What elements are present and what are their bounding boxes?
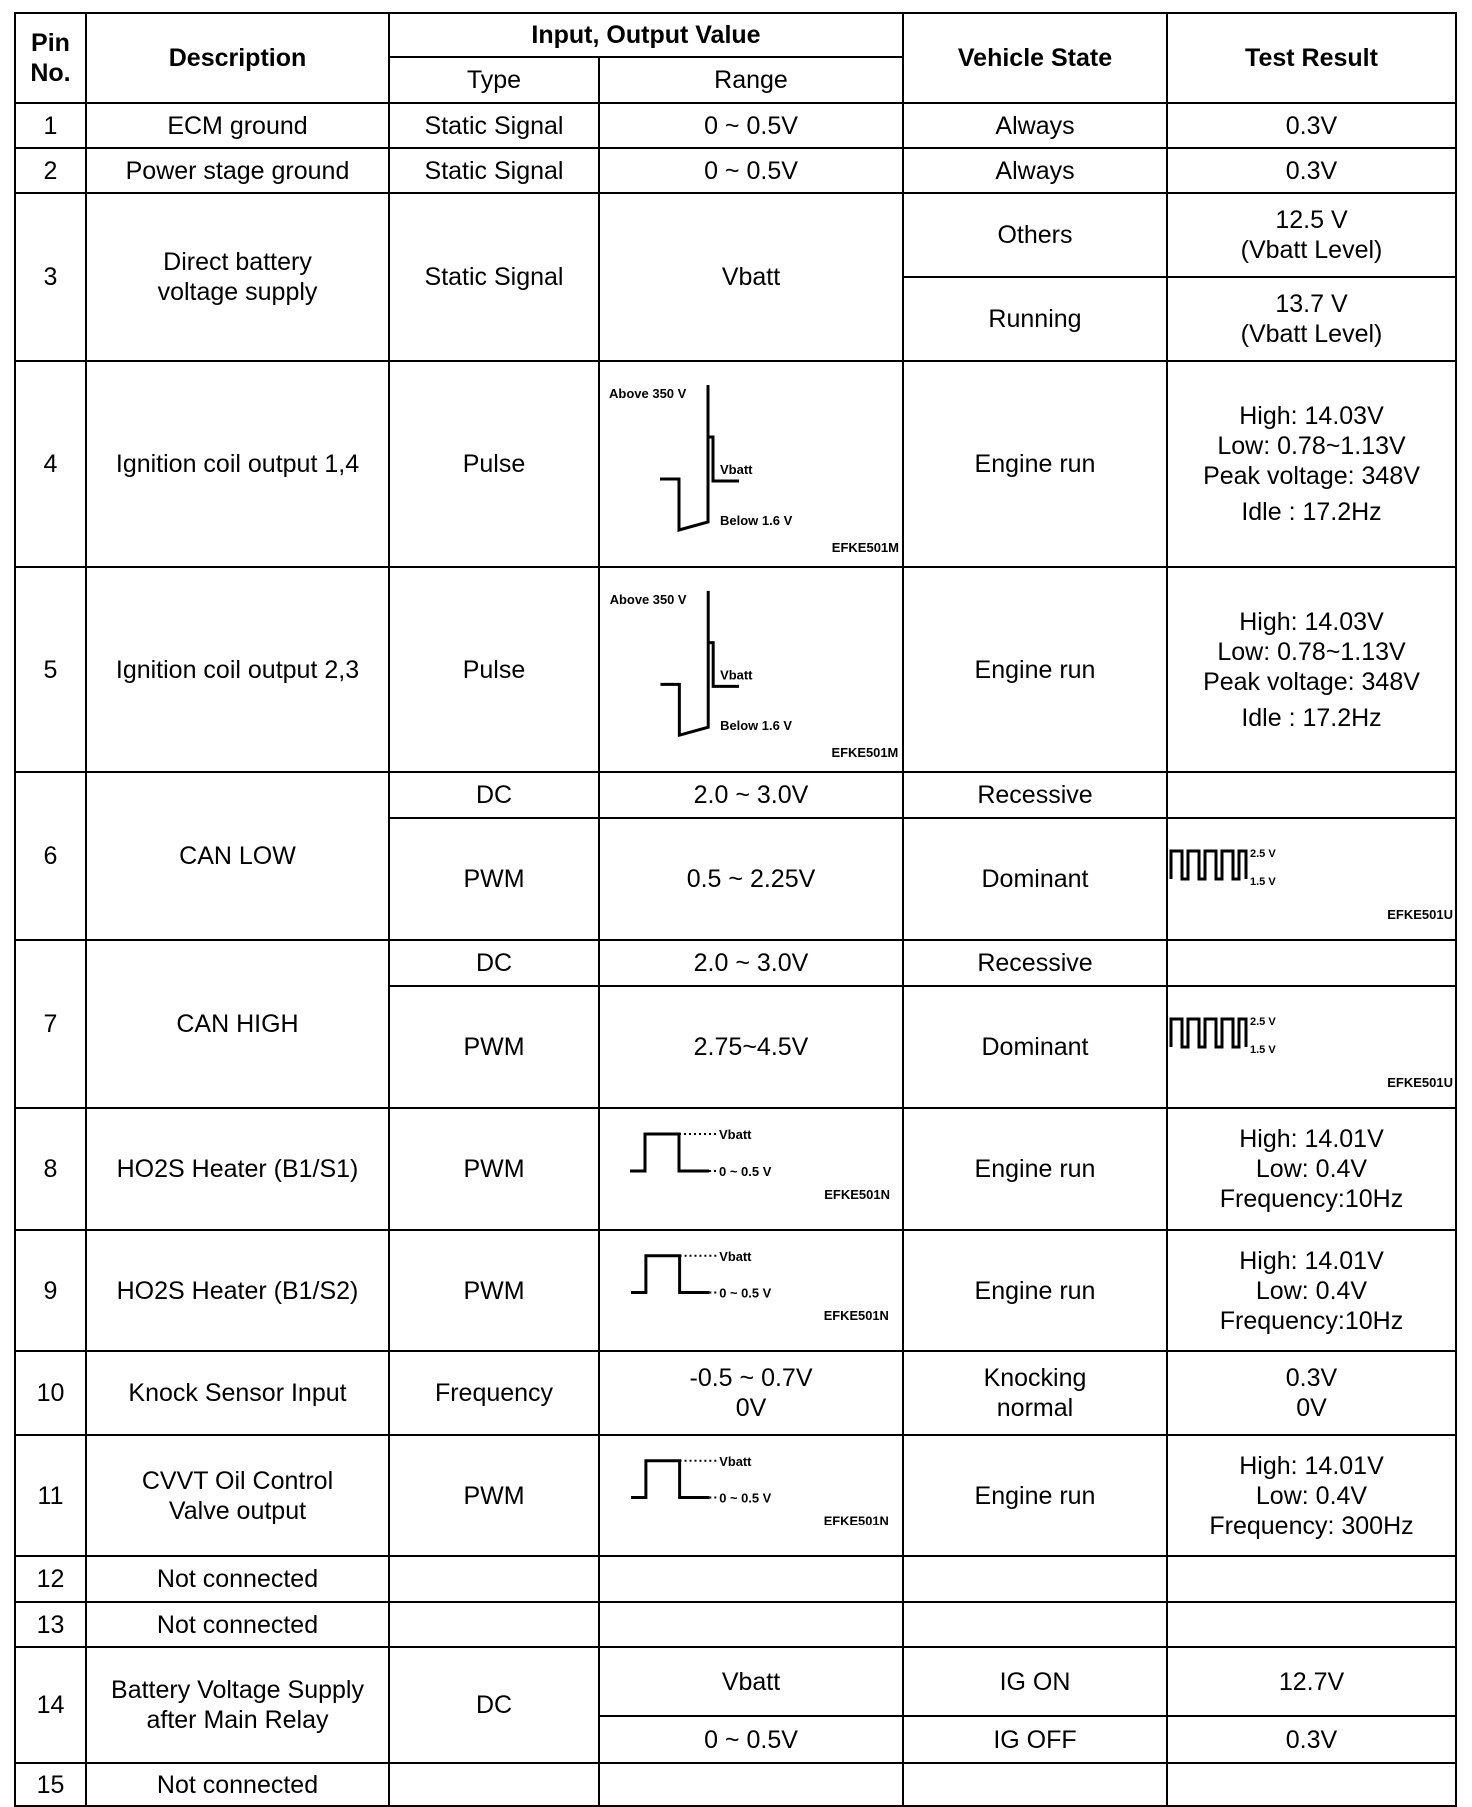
result: 12.7V xyxy=(1167,1647,1456,1716)
header-state: Vehicle State xyxy=(903,13,1167,103)
state: Dominant xyxy=(903,818,1167,940)
state: Engine run xyxy=(903,567,1167,772)
description: Knock Sensor Input xyxy=(86,1351,389,1435)
result: High: 14.03V Low: 0.78~1.13V Peak voltage: 348V Idle : 17.2Hz xyxy=(1167,361,1456,567)
state: IG OFF xyxy=(903,1716,1167,1763)
result: High: 14.01V Low: 0.4V Frequency:10Hz xyxy=(1167,1108,1456,1230)
description: HO2S Heater (B1/S1) xyxy=(86,1108,389,1230)
table-row xyxy=(15,1556,1456,1602)
result-line: (Vbatt Level) xyxy=(1240,320,1383,348)
table-row xyxy=(15,567,1456,772)
table-row xyxy=(15,772,1456,818)
svg-text:EFKE501N: EFKE501N xyxy=(824,1187,890,1202)
pin: 3 xyxy=(15,193,86,361)
state: Always xyxy=(903,103,1167,148)
description: HO2S Heater (B1/S2) xyxy=(86,1230,389,1351)
svg-text:Above 350 V: Above 350 V xyxy=(609,591,687,607)
svg-text:Vbatt: Vbatt xyxy=(719,1453,752,1469)
table-row xyxy=(15,148,1456,193)
can-waveform xyxy=(1167,818,1456,940)
result xyxy=(1167,940,1456,986)
ignition-waveform-graphic xyxy=(600,362,904,566)
svg-text:Above 350 V: Above 350 V xyxy=(609,386,687,401)
svg-text:EFKE501N: EFKE501N xyxy=(823,1308,889,1324)
pin: 1 xyxy=(15,103,86,148)
result-line: (Vbatt Level) xyxy=(1240,236,1383,264)
range: -0.5 ~ 0.7V 0V xyxy=(599,1351,903,1435)
result-line: 12.5 V xyxy=(1275,206,1348,234)
pin: 14 xyxy=(15,1647,86,1763)
result xyxy=(1167,277,1456,361)
state: Recessive xyxy=(903,772,1167,818)
header-io: Input, Output Value xyxy=(389,13,903,57)
type: Static Signal xyxy=(389,193,599,361)
state: Engine run xyxy=(903,1435,1167,1556)
result: High: 14.03V Low: 0.78~1.13V Peak voltage: 348V Idle : 17.2Hz xyxy=(1167,567,1456,772)
svg-text:2.5 V: 2.5 V xyxy=(1250,848,1276,860)
description: CVVT Oil Control Valve output xyxy=(86,1435,389,1556)
svg-text:0 ~ 0.5 V: 0 ~ 0.5 V xyxy=(719,1490,772,1506)
type: DC xyxy=(389,940,599,986)
state: IG ON xyxy=(903,1647,1167,1716)
svg-text:1.5 V: 1.5 V xyxy=(1250,1044,1276,1056)
range: 0 ~ 0.5V xyxy=(599,103,903,148)
description: Battery Voltage Supply after Main Relay xyxy=(86,1647,389,1763)
type: DC xyxy=(389,772,599,818)
table-row xyxy=(15,1763,1456,1806)
type: PWM xyxy=(389,818,599,940)
pin: 9 xyxy=(15,1230,86,1351)
state: Engine run xyxy=(903,361,1167,567)
pin: 6 xyxy=(15,772,86,940)
result: 0.3V xyxy=(1167,103,1456,148)
pin: 7 xyxy=(15,940,86,1108)
description: Not connected xyxy=(86,1602,389,1647)
svg-text:EFKE501U: EFKE501U xyxy=(1387,1075,1453,1090)
svg-text:Below 1.6 V: Below 1.6 V xyxy=(720,718,792,734)
description: CAN LOW xyxy=(86,772,389,940)
header-pin: Pin No. xyxy=(15,13,86,103)
pwm-waveform-graphic xyxy=(600,1109,904,1229)
pin: 8 xyxy=(15,1108,86,1230)
header-type: Type xyxy=(389,57,599,103)
can-waveform-graphic xyxy=(1168,987,1457,1107)
description: Power stage ground xyxy=(86,148,389,193)
svg-text:EFKE501M: EFKE501M xyxy=(831,745,899,761)
type: PWM xyxy=(389,1435,599,1556)
state: Recessive xyxy=(903,940,1167,986)
pwm-waveform-graphic xyxy=(600,1231,904,1350)
pin: 10 xyxy=(15,1351,86,1435)
header-range: Range xyxy=(599,57,903,103)
svg-text:Vbatt: Vbatt xyxy=(720,667,753,683)
can-waveform xyxy=(1167,986,1456,1108)
result: 0.3V xyxy=(1167,1716,1456,1763)
pwm-waveform-graphic xyxy=(600,1436,904,1555)
state: Knocking normal xyxy=(903,1351,1167,1435)
result: High: 14.01V Low: 0.4V Frequency:10Hz xyxy=(1167,1230,1456,1351)
type: PWM xyxy=(389,1108,599,1230)
range: Vbatt xyxy=(599,1647,903,1716)
type: Static Signal xyxy=(389,103,599,148)
type: Static Signal xyxy=(389,148,599,193)
result-line: 13.7 V xyxy=(1275,290,1348,318)
pin: 15 xyxy=(15,1763,86,1806)
table-row xyxy=(15,1108,1456,1230)
table-row xyxy=(15,1602,1456,1647)
description: Not connected xyxy=(86,1763,389,1806)
svg-text:0 ~ 0.5 V: 0 ~ 0.5 V xyxy=(719,1285,772,1301)
svg-text:EFKE501N: EFKE501N xyxy=(823,1513,889,1529)
header-description: Description xyxy=(86,13,389,103)
pin-table xyxy=(14,12,1457,1807)
state: Others xyxy=(903,193,1167,277)
state: Running xyxy=(903,277,1167,361)
table-row xyxy=(15,193,1456,277)
ignition-waveform-graphic xyxy=(600,568,904,771)
result: High: 14.01V Low: 0.4V Frequency: 300Hz xyxy=(1167,1435,1456,1556)
svg-text:Vbatt: Vbatt xyxy=(720,462,753,477)
header-result: Test Result xyxy=(1167,13,1456,103)
state: Always xyxy=(903,148,1167,193)
type: Frequency xyxy=(389,1351,599,1435)
svg-text:Below 1.6 V: Below 1.6 V xyxy=(720,513,793,528)
type: PWM xyxy=(389,1230,599,1351)
pin: 13 xyxy=(15,1602,86,1647)
description: Not connected xyxy=(86,1556,389,1602)
table-row xyxy=(15,940,1456,986)
pwm-waveform xyxy=(599,1230,903,1351)
ignition-waveform xyxy=(599,361,903,567)
pin: 12 xyxy=(15,1556,86,1602)
description: Ignition coil output 2,3 xyxy=(86,567,389,772)
table-row xyxy=(15,103,1456,148)
state: Engine run xyxy=(903,1230,1167,1351)
pin: 11 xyxy=(15,1435,86,1556)
table-row xyxy=(15,1435,1456,1556)
result xyxy=(1167,772,1456,818)
svg-text:2.5 V: 2.5 V xyxy=(1250,1016,1276,1028)
svg-text:EFKE501U: EFKE501U xyxy=(1387,907,1453,922)
pwm-waveform xyxy=(599,1108,903,1230)
result: 0.3V 0V xyxy=(1167,1351,1456,1435)
state: Dominant xyxy=(903,986,1167,1108)
range: 0 ~ 0.5V xyxy=(599,1716,903,1763)
range: 0 ~ 0.5V xyxy=(599,148,903,193)
table-row xyxy=(15,361,1456,567)
pin: 4 xyxy=(15,361,86,567)
svg-text:EFKE501M: EFKE501M xyxy=(831,540,899,555)
can-waveform-graphic xyxy=(1168,819,1457,939)
ignition-waveform xyxy=(599,567,903,772)
type: PWM xyxy=(389,986,599,1108)
table-row xyxy=(15,1647,1456,1716)
pin: 5 xyxy=(15,567,86,772)
table-row xyxy=(15,1230,1456,1351)
description: Ignition coil output 1,4 xyxy=(86,361,389,567)
type: Pulse xyxy=(389,567,599,772)
type: DC xyxy=(389,1647,599,1763)
table-row xyxy=(15,1351,1456,1435)
description: Direct battery voltage supply xyxy=(86,193,389,361)
result xyxy=(1167,193,1456,277)
range: 0.5 ~ 2.25V xyxy=(599,818,903,940)
description: ECM ground xyxy=(86,103,389,148)
svg-text:Vbatt: Vbatt xyxy=(719,1127,752,1142)
range: Vbatt xyxy=(599,193,903,361)
range: 2.0 ~ 3.0V xyxy=(599,940,903,986)
result: 0.3V xyxy=(1167,148,1456,193)
pin: 2 xyxy=(15,148,86,193)
pwm-waveform xyxy=(599,1435,903,1556)
description: CAN HIGH xyxy=(86,940,389,1108)
svg-text:Vbatt: Vbatt xyxy=(719,1248,752,1264)
range: 2.0 ~ 3.0V xyxy=(599,772,903,818)
svg-text:1.5 V: 1.5 V xyxy=(1250,876,1276,888)
range: 2.75~4.5V xyxy=(599,986,903,1108)
svg-text:0 ~ 0.5 V: 0 ~ 0.5 V xyxy=(719,1164,772,1179)
type: Pulse xyxy=(389,361,599,567)
state: Engine run xyxy=(903,1108,1167,1230)
